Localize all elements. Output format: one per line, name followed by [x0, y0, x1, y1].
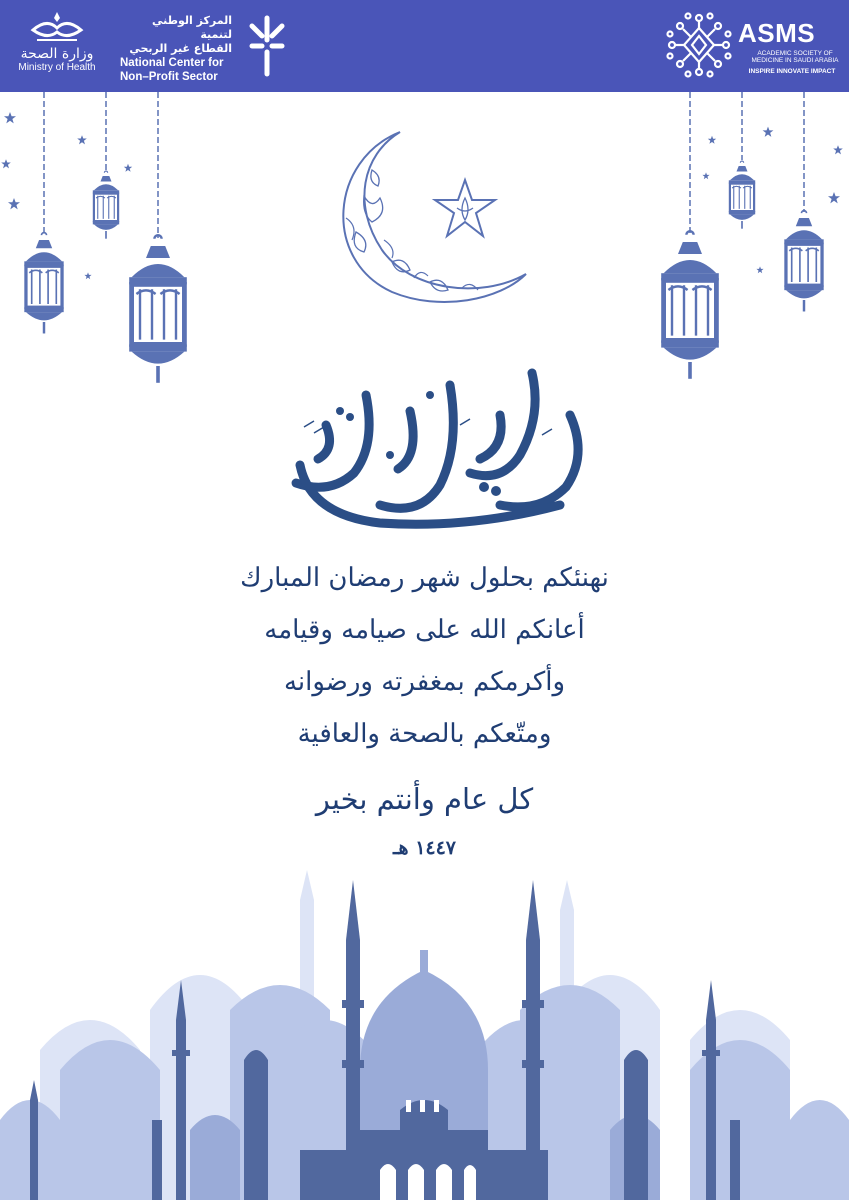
mosque-icon [0, 850, 849, 1200]
asms-full-name-1: ACADEMIC SOCIETY OF [757, 50, 833, 57]
asms-full-name-2: MEDICINE IN SAUDI ARABIA [751, 57, 839, 64]
moh-logo[interactable] [12, 10, 102, 88]
ncnp-name-ar-1: المركز الوطني لتنمية [152, 14, 232, 41]
moh-logo-icon [27, 10, 87, 46]
greeting-message [150, 552, 699, 868]
crescent-icon [343, 132, 526, 302]
calligraphy-icon [270, 355, 600, 535]
greeting-line-1: نهنئكم بحلول شهر رمضان المبارك [240, 563, 609, 593]
asms-logo[interactable] [664, 10, 839, 84]
hijri-year: ١٤٤٧ هـ [392, 837, 457, 859]
lantern-icon-right-1 [661, 231, 719, 379]
ncnp-logo-icon [248, 12, 286, 80]
ncnp-name-en-1: National Center for [120, 57, 224, 69]
moh-name-en: Ministry of Health [18, 62, 96, 73]
header-bar [0, 0, 849, 92]
greeting-line-3: وأكرمكم بمغفرته ورضوانه [283, 667, 566, 697]
lantern-icon-left-2 [93, 171, 119, 239]
lantern-icon-right-3 [784, 211, 823, 312]
calligraphy-title [270, 355, 600, 535]
lantern-icon-left-1 [24, 233, 63, 334]
lantern-icon-left-3 [129, 235, 187, 383]
asms-logo-icon [664, 10, 734, 80]
greeting-line-4: ومتّعكم بالصحة والعافية [297, 719, 552, 749]
lantern-icon-right-2 [729, 161, 755, 229]
greeting-wish: كل عام وأنتم بخير [315, 782, 534, 816]
ncnp-logo[interactable] [120, 10, 290, 82]
greeting-line-2: أعانكم الله على صيامه وقيامه [264, 615, 585, 645]
star-icon-large [435, 180, 495, 236]
star-icon [1, 112, 843, 279]
ncnp-name-ar-2: القطاع غير الربحي [129, 42, 232, 55]
asms-tagline: INSPIRE INNOVATE IMPACT [748, 68, 836, 75]
ncnp-name-en-2: Non–Profit Sector [120, 71, 218, 83]
moh-name-ar: وزارة الصحة [20, 46, 94, 62]
asms-acronym: ASMS [738, 18, 816, 48]
